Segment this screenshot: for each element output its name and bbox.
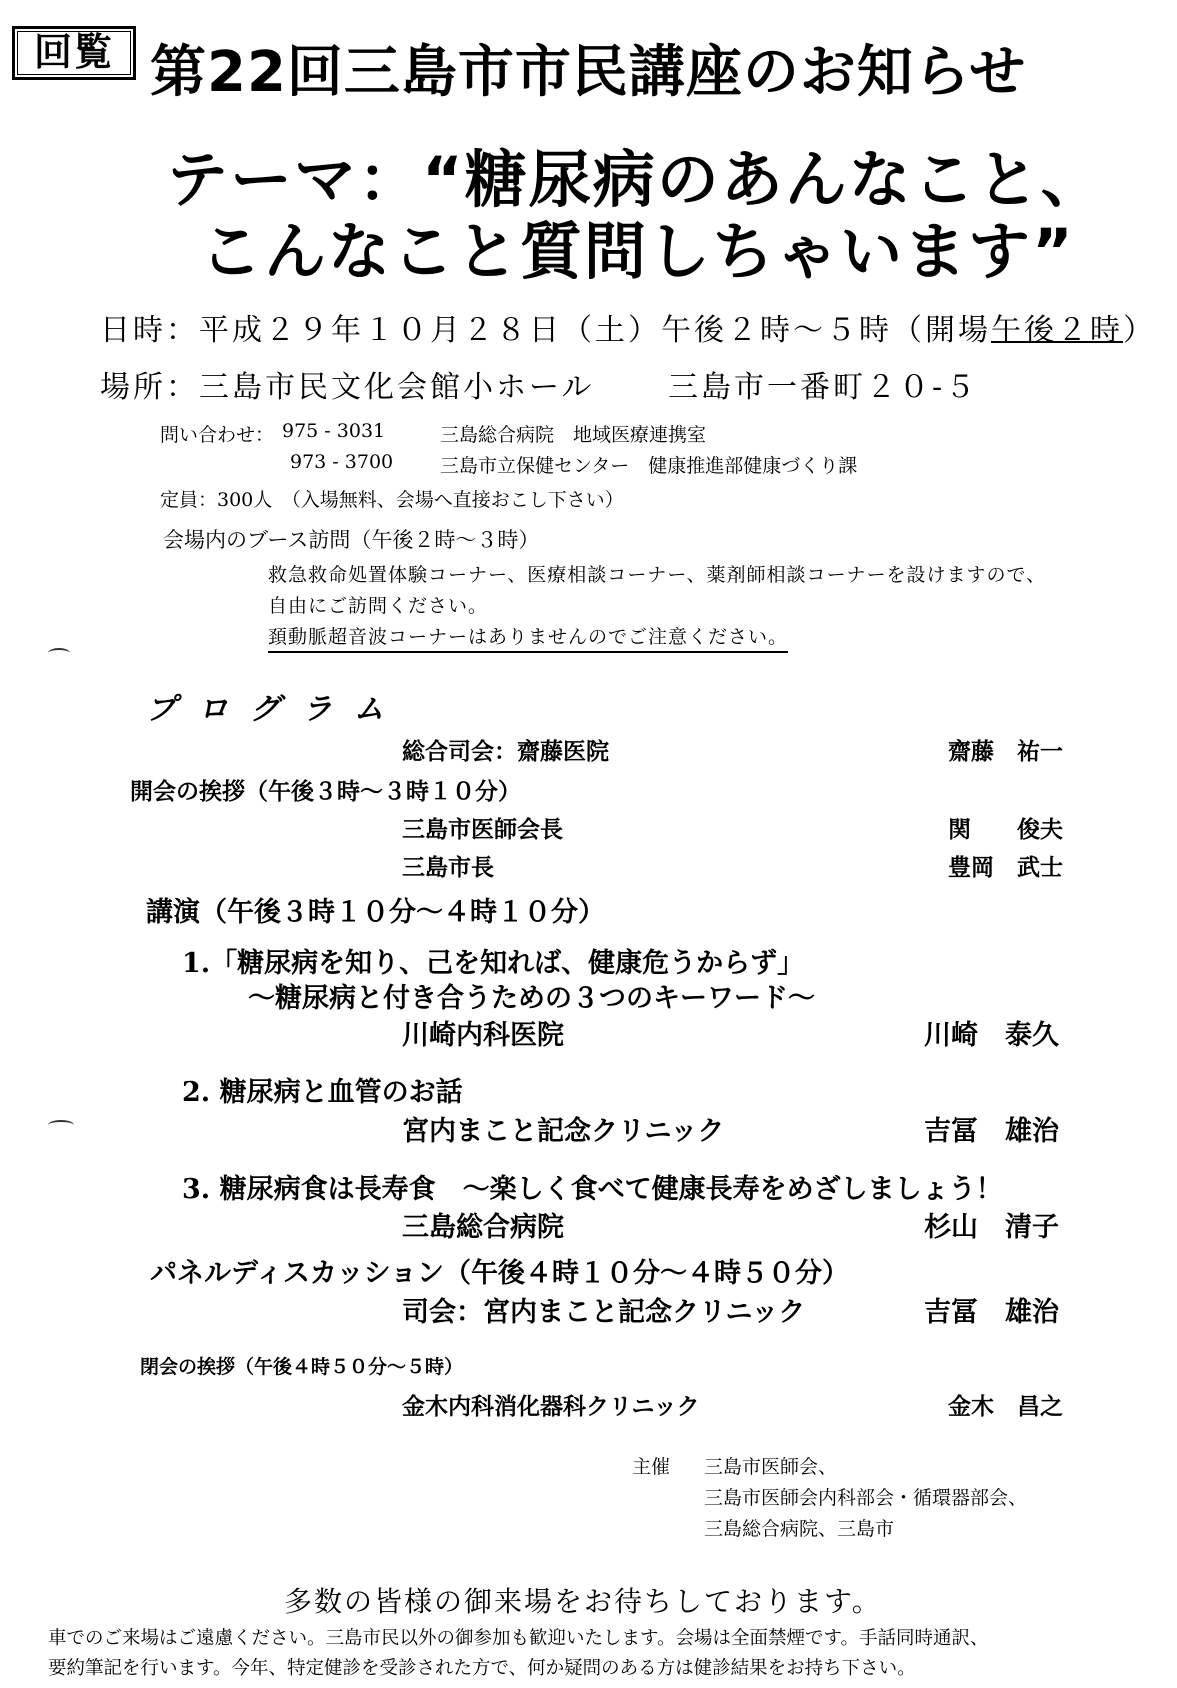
contact-label: 問い合わせ： xyxy=(160,424,275,446)
lecture-heading: 講演（午後３時１０分～４時１０分） xyxy=(146,897,605,928)
scan-mark-top xyxy=(48,648,70,658)
lecture-1-org: 川崎内科医院 xyxy=(402,1020,564,1051)
open-time: 午後２時 xyxy=(991,313,1123,348)
opening-role-2: 三島市長 xyxy=(402,854,494,881)
circulation-stamp xyxy=(12,26,136,80)
lecture-3-title: 3. 糖尿病食は長寿食 ～楽しく食べて健康長寿をめざしましょう！ xyxy=(182,1174,1003,1205)
booth-heading: 会場内のブース訪問（午後２時～３時） xyxy=(163,528,540,552)
booth-line-1: 救急救命処置体験コーナー、医療相談コーナー、薬剤師相談コーナーを設けますので、 xyxy=(268,564,1047,586)
place-label: 場所： xyxy=(100,370,199,405)
opening-heading: 開会の挨拶（午後３時～３時１０分） xyxy=(130,778,521,805)
closing-heading: 閉会の挨拶（午後４時５０分～５時） xyxy=(140,1356,464,1378)
welcome-message: 多数の皆様の御来場をお待ちしております。 xyxy=(284,1585,882,1618)
opening-name-2: 豊岡 武士 xyxy=(948,854,1063,881)
panel-name: 吉冨 雄治 xyxy=(924,1297,1059,1328)
datetime-close: ） xyxy=(1123,313,1156,348)
lecture-2-org: 宮内まこと記念クリニック xyxy=(402,1116,725,1147)
panel-heading: パネルディスカッション（午後４時１０分～４時５０分） xyxy=(150,1258,850,1289)
lecture-1-title: 1.「糖尿病を知り、己を知れば、健康危うからず」 xyxy=(182,948,805,979)
mc-name: 齋藤 祐一 xyxy=(948,738,1063,765)
contact-phone-1: 975 - 3031 xyxy=(282,420,386,442)
datetime-label: 日時： xyxy=(100,313,199,348)
opening-name-1: 関 俊夫 xyxy=(948,816,1063,843)
place-venue: 三島市民文化会館小ホール xyxy=(199,370,595,405)
sponsor-label: 主催 xyxy=(632,1456,671,1478)
theme-line-1: テーマ：“糖尿病のあんなこと、 xyxy=(166,143,1105,216)
page-title: 第22回三島市市民講座のお知らせ xyxy=(150,40,1027,105)
stamp-text: 回覧 xyxy=(33,30,114,74)
closing-name: 金木 昌之 xyxy=(948,1393,1063,1420)
datetime-value: 平成２９年１０月２８日（土）午後２時～５時（開場 xyxy=(199,313,991,348)
mc-role: 総合司会：齋藤医院 xyxy=(402,738,609,765)
footer-line-1: 車でのご来場はご遠慮ください。三島市民以外の御参加も歓迎いたします。会場は全面禁煙です。手話同時通訳、 xyxy=(48,1628,989,1649)
place-address: 三島市一番町２０-５ xyxy=(668,370,979,405)
booth-line-2: 自由にご訪問ください。 xyxy=(268,595,489,617)
contact-org-2: 三島市立保健センター 健康推進部健康づくり課 xyxy=(440,455,858,477)
theme-line-2: こんなこと質問しちゃいます” xyxy=(200,215,1075,288)
lecture-3-org: 三島総合病院 xyxy=(402,1212,564,1243)
scan-mark-bottom xyxy=(48,1120,74,1130)
lecture-2-title: 2. 糖尿病と血管のお話 xyxy=(182,1077,463,1108)
program-heading: プログラム xyxy=(146,692,406,727)
closing-role: 金木内科消化器科クリニック xyxy=(402,1393,700,1420)
booth-note: 頚動脈超音波コーナーはありませんのでご注意ください。 xyxy=(268,622,788,653)
contact-phone-2: 973 - 3700 xyxy=(290,451,394,473)
sponsor-line-2: 三島市医師会内科部会・循環器部会、 xyxy=(704,1487,1028,1509)
sponsor-line-3: 三島総合病院、三島市 xyxy=(704,1518,895,1540)
contact-org-1: 三島総合病院 地域医療連携室 xyxy=(440,424,707,446)
lecture-1-subtitle: ～糖尿病と付き合うための３つのキーワード～ xyxy=(248,983,815,1014)
lecture-3-speaker: 杉山 清子 xyxy=(924,1212,1059,1243)
footer-line-2: 要約筆記を行います。今年、特定健診を受診された方で、何か疑問のある方は健診結果をお持ち下さい。 xyxy=(48,1658,916,1679)
capacity: 定員：300人 （入場無料、会場へ直接おこし下さい） xyxy=(160,489,624,511)
lecture-1-speaker: 川崎 泰久 xyxy=(924,1020,1059,1051)
place-line xyxy=(100,362,594,406)
panel-role: 司会：宮内まこと記念クリニック xyxy=(402,1297,806,1328)
lecture-2-speaker: 吉冨 雄治 xyxy=(924,1116,1059,1147)
datetime-line xyxy=(100,305,1156,349)
opening-role-1: 三島市医師会長 xyxy=(402,816,563,843)
sponsor-line-1: 三島市医師会、 xyxy=(704,1456,838,1478)
